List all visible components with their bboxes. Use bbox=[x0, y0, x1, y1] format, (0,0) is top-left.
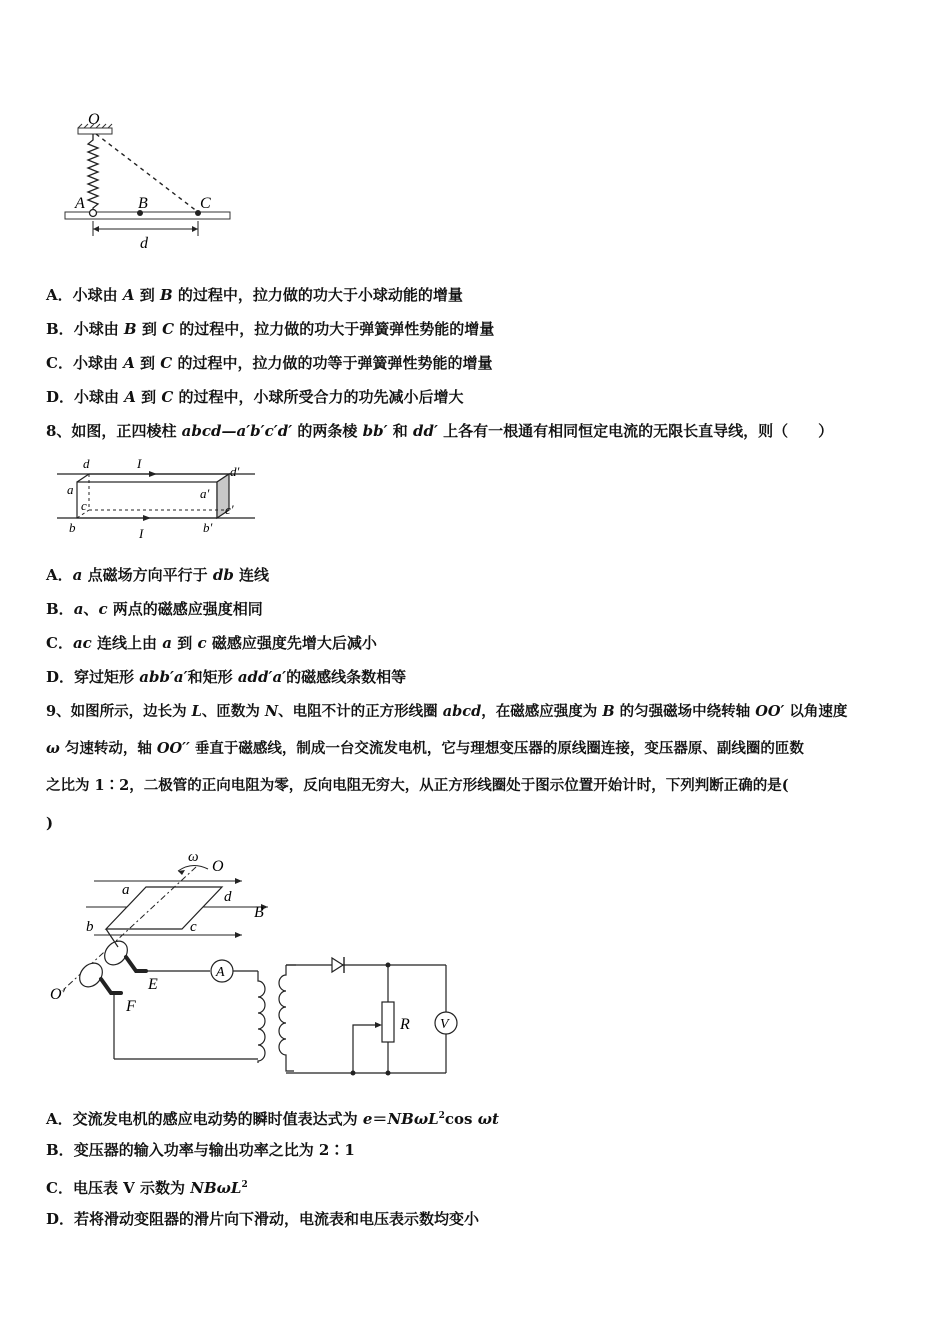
q9-option-b[interactable]: B．变压器的输入功率与输出功率之比为 2∶1 bbox=[46, 1141, 355, 1159]
label-d-prime: d′ bbox=[230, 464, 240, 479]
label-O: O bbox=[88, 111, 100, 128]
resistor-label: R bbox=[400, 1016, 410, 1033]
diode bbox=[332, 958, 343, 972]
label-O: O bbox=[212, 858, 224, 875]
q8-option-d[interactable]: D．穿过矩形 abb′a′和矩形 add′a′的磁感线条数相等 bbox=[46, 668, 407, 686]
ammeter-label: A bbox=[216, 965, 225, 980]
label-c-prime: c′ bbox=[225, 502, 234, 517]
q8-option-b[interactable]: B．a、c 两点的磁感应强度相同 bbox=[46, 600, 263, 618]
label-d: d bbox=[224, 889, 232, 905]
spring bbox=[88, 134, 98, 210]
label-c: c bbox=[190, 919, 197, 935]
q9-option-a[interactable]: A．交流发电机的感应电动势的瞬时值表达式为 e＝NBωL$^2$cos ωt bbox=[46, 1110, 499, 1128]
slip-ring-1 bbox=[100, 937, 132, 970]
label-B: B bbox=[254, 904, 264, 921]
q9-stem-line-4: ) bbox=[46, 814, 54, 832]
q9-stem-line-3: 之比为 1∶2，二极管的正向电阻为零，反向电阻无穷大，从正方形线圈处于图示位置开始计时，下列判断正确的是( bbox=[46, 777, 789, 794]
brush-F bbox=[101, 979, 121, 993]
q7-option-b[interactable]: B．小球由 B 到 C 的过程中，拉力做的功大于弹簧弹性势能的增量 bbox=[46, 320, 495, 338]
label-b-prime: b′ bbox=[203, 520, 213, 535]
q7-option-c[interactable]: C．小球由 A 到 C 的过程中，拉力做的功等于弹簧弹性势能的增量 bbox=[46, 354, 493, 372]
label-b: b bbox=[69, 520, 76, 535]
label-b: b bbox=[86, 919, 94, 935]
voltmeter-label: V bbox=[440, 1017, 449, 1032]
field-arrow-3 bbox=[235, 932, 242, 938]
q8-option-a[interactable]: A．a 点磁场方向平行于 db 连线 bbox=[46, 566, 270, 584]
label-E: E bbox=[148, 976, 158, 993]
q9-stem-line-2: ω 匀速转动，轴 OO′′ 垂直于磁感线，制成一台交流发电机，它与理想变压器的原线圈连接，变压器原、副线圈的匝数 bbox=[46, 740, 804, 757]
slider-wire bbox=[353, 1025, 380, 1073]
label-d: d bbox=[140, 235, 148, 252]
label-omega: ω bbox=[188, 849, 199, 865]
resistor-R bbox=[382, 1002, 394, 1042]
spring-figure bbox=[60, 104, 250, 254]
secondary-coil bbox=[279, 965, 296, 1071]
label-a: a bbox=[67, 482, 74, 497]
label-B: B bbox=[138, 195, 148, 212]
label-A: A bbox=[75, 195, 85, 212]
q9-option-c[interactable]: C．电压表 V 示数为 NBωL$^2$ bbox=[46, 1179, 248, 1197]
q9-option-d[interactable]: D．若将滑动变阻器的滑片向下滑动，电流表和电压表示数均变小 bbox=[46, 1210, 480, 1228]
primary-coil bbox=[258, 971, 265, 1063]
q7-option-d[interactable]: D．小球由 A 到 C 的过程中，小球所受合力的功先减小后增大 bbox=[46, 388, 464, 406]
q7-option-a[interactable]: A．小球由 A 到 B 的过程中，拉力做的功大于小球动能的增量 bbox=[46, 286, 463, 304]
q9-stem-line-1: 9、如图所示，边长为 L、匝数为 N、电阻不计的正方形线圈 abcd，在磁感应强度为 B 的匀强磁场中绕转轴 OO′ 以角速度 bbox=[46, 703, 848, 720]
generator-circuit-figure bbox=[46, 845, 466, 1080]
label-F: F bbox=[126, 998, 136, 1015]
label-a: a bbox=[122, 882, 130, 898]
label-O-prime: O′ bbox=[50, 986, 66, 1003]
prism-front-face bbox=[77, 482, 217, 518]
slip-ring-2 bbox=[75, 959, 107, 992]
q8-option-c[interactable]: C．ac 连线上由 a 到 c 磁感应强度先增大后减小 bbox=[46, 634, 377, 652]
q8-stem: 8、如图，正四棱柱 abcd—a′b′c′d′ 的两条棱 bb′ 和 dd′ 上各有一根通有相同恒定电流的无限长直导线，则（ ） bbox=[46, 422, 834, 440]
label-I-top: I bbox=[137, 456, 142, 471]
brush-E bbox=[126, 957, 146, 971]
ball-A bbox=[90, 210, 97, 217]
ceiling-support bbox=[78, 128, 112, 134]
field-arrow-1 bbox=[235, 878, 242, 884]
label-I-bottom: I bbox=[139, 526, 144, 541]
slider-arrow bbox=[375, 1022, 382, 1028]
label-c: c bbox=[81, 498, 87, 513]
label-a-prime: a′ bbox=[200, 486, 210, 501]
prism-figure bbox=[55, 452, 265, 544]
label-C: C bbox=[200, 195, 211, 212]
label-d: d bbox=[83, 456, 90, 471]
